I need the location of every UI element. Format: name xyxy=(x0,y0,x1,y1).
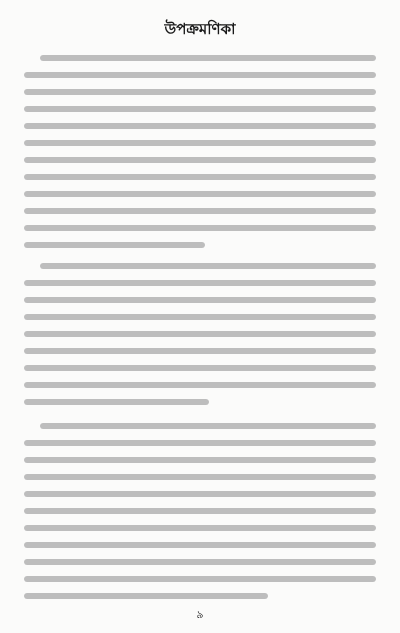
text-line-placeholder xyxy=(24,258,376,275)
text-line-placeholder xyxy=(24,67,376,84)
text-line-placeholder xyxy=(24,275,376,292)
text-line-placeholder xyxy=(24,84,376,101)
text-line-placeholder xyxy=(24,377,376,394)
text-line-placeholder xyxy=(24,571,376,588)
text-line-placeholder xyxy=(24,435,376,452)
text-line-placeholder xyxy=(24,418,376,435)
text-line-placeholder xyxy=(24,503,376,520)
text-line-placeholder xyxy=(24,186,376,203)
text-line-placeholder xyxy=(24,237,376,254)
text-line-placeholder xyxy=(24,220,376,237)
text-line-placeholder xyxy=(24,326,376,343)
text-line-placeholder xyxy=(24,152,376,169)
text-line-placeholder xyxy=(24,343,376,360)
text-line-placeholder xyxy=(24,452,376,469)
text-line-placeholder xyxy=(24,203,376,220)
page-heading: উপক্রমণিকা xyxy=(164,20,236,38)
text-line-placeholder xyxy=(24,118,376,135)
text-line-placeholder xyxy=(24,588,376,605)
text-line-placeholder xyxy=(24,469,376,486)
text-line-placeholder xyxy=(24,537,376,554)
text-line-placeholder xyxy=(24,292,376,309)
text-line-placeholder xyxy=(24,309,376,326)
text-line-placeholder xyxy=(24,520,376,537)
text-line-placeholder xyxy=(24,554,376,571)
text-line-placeholder xyxy=(24,50,376,67)
text-line-placeholder xyxy=(24,169,376,186)
text-line-placeholder xyxy=(24,360,376,377)
paragraph-3 xyxy=(24,418,376,605)
paragraph-2 xyxy=(24,258,376,411)
paragraph-1 xyxy=(24,50,376,254)
text-line-placeholder xyxy=(24,101,376,118)
text-line-placeholder xyxy=(24,394,376,411)
page-number: ৯ xyxy=(196,608,204,621)
text-line-placeholder xyxy=(24,486,376,503)
text-line-placeholder xyxy=(24,135,376,152)
